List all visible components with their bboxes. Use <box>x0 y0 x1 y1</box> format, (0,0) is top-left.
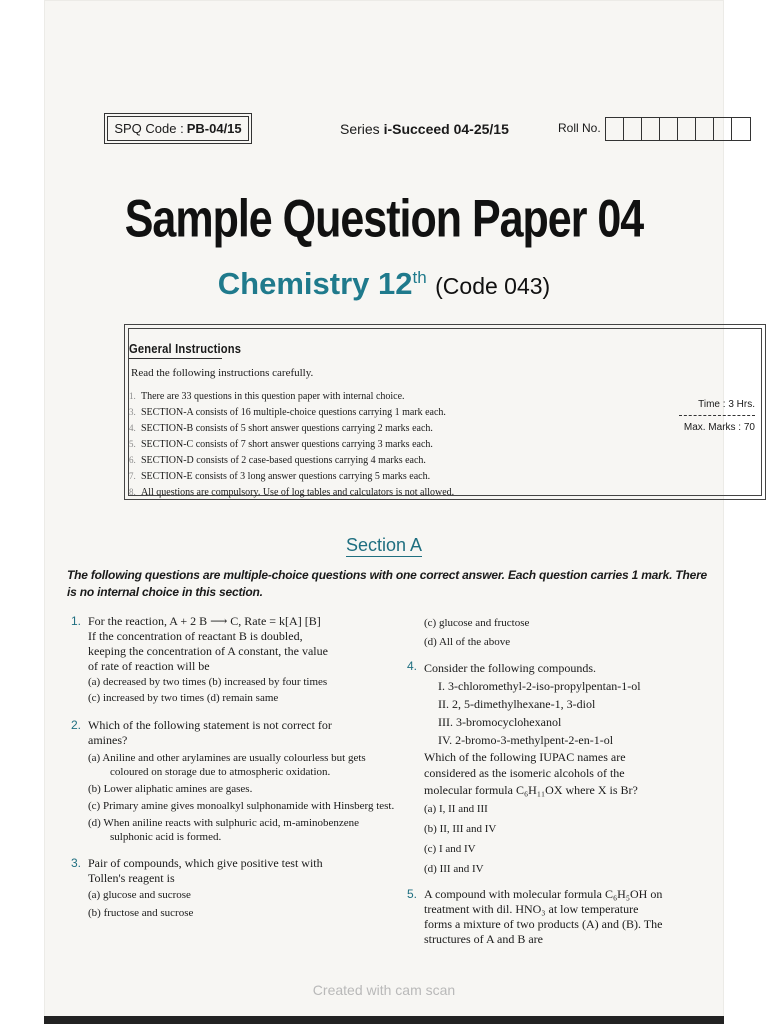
instruction-item: 3. SECTION-A consists of 16 multiple-choice questions carrying 1 mark each. <box>129 407 446 418</box>
instruction-item: 4. SECTION-B consists of 5 short answer questions carrying 2 marks each. <box>129 423 433 434</box>
option-c: (c) glucose and fructose <box>424 617 530 629</box>
series-line <box>340 121 509 137</box>
option-a: (a) I, II and III <box>424 803 488 815</box>
question-text: of rate of reaction will be <box>88 659 210 673</box>
question-text: Which of the following statement is not correct for <box>88 718 332 732</box>
option-c: (c) I and IV <box>424 843 476 855</box>
question-number: 2. <box>71 718 82 732</box>
spq-code-box <box>104 113 252 144</box>
compound-item: I. 3-chloromethyl-2-iso-propylpentan-1-ol <box>438 679 641 693</box>
compound-item: III. 3-bromocyclohexanol <box>438 715 562 729</box>
roll-box <box>714 118 732 140</box>
roll-box <box>660 118 678 140</box>
series-label: Series <box>340 121 380 137</box>
question-4 <box>404 659 724 879</box>
question-text: Tollen's reagent is <box>88 871 175 885</box>
subject-name: Chemistry 12 <box>217 266 413 301</box>
question-text: treatment with dil. HNO₃ at low temperature <box>424 902 639 916</box>
compound-item: IV. 2-bromo-3-methylpent-2-en-1-ol <box>438 733 614 747</box>
bottom-edge-shadow <box>44 1016 724 1024</box>
heading-underline <box>129 358 222 359</box>
option-d: (d) III and IV <box>424 863 484 875</box>
question-number: 4. <box>407 659 418 673</box>
question-text: forms a mixture of two products (A) and (B). The <box>424 917 663 931</box>
question-number: 3. <box>71 856 82 870</box>
option-b: (b) II, III and IV <box>424 823 497 835</box>
instruction-item: 7. SECTION-E consists of 3 long answer questions carrying 5 marks each. <box>129 471 431 482</box>
question-text: If the concentration of reactant B is doubled, <box>88 629 303 643</box>
question-text: molecular formula C₆H₁₁OX where X is Br? <box>424 783 638 797</box>
time-marks-divider <box>679 415 755 416</box>
option-c: (c) Primary amine gives monoalkyl sulphonamide with Hinsberg test. <box>88 800 395 812</box>
instructions-list <box>129 388 454 500</box>
question-number: 5. <box>407 887 418 901</box>
question-text: considered as the isomeric alcohols of the <box>424 766 625 780</box>
spq-label: SPQ Code : <box>114 121 184 136</box>
right-column <box>404 614 724 947</box>
option-a: (a) glucose and sucrose <box>88 889 191 901</box>
instruction-item: 5. SECTION-C consists of 7 short answer questions carrying 3 marks each. <box>129 439 433 450</box>
page-sheet <box>44 0 755 1024</box>
max-marks: Max. Marks : 70 <box>683 422 755 433</box>
option-b: (b) fructose and sucrose <box>88 907 194 919</box>
option-d: (d) All of the above <box>424 636 511 648</box>
paper-title: Sample Question Paper 04 <box>124 190 644 249</box>
left-column <box>68 614 398 922</box>
roll-box <box>732 118 750 140</box>
question-text: amines? <box>88 733 128 747</box>
question-text: Pair of compounds, which give positive test with <box>88 856 323 870</box>
option-a: (a) Aniline and other arylamines are usually colourless but gets coloured on storage due to atmospheric oxidation. <box>88 752 366 778</box>
instructions-heading: General Instructions <box>129 341 242 356</box>
option-d: (d) When aniline reacts with sulphuric acid, m-aminobenzene sulphonic acid is formed. <box>88 817 360 843</box>
scanner-watermark: Created with cam scan <box>312 982 456 998</box>
section-heading: Section A <box>345 535 423 555</box>
question-number: 1. <box>71 614 82 628</box>
question-3-continued <box>404 614 724 652</box>
series-name: i-Succeed 04-25/15 <box>383 121 509 137</box>
subject-sup: th <box>412 268 427 287</box>
question-text: structures of A and B are <box>424 932 543 946</box>
options-row: (c) increased by two times (d) remain same <box>88 692 279 704</box>
roll-box <box>624 118 642 140</box>
time-allowed: Time : 3 Hrs. <box>698 399 755 410</box>
question-text: For the reaction, A + 2 B ⟶ C, Rate = k[A] [B] <box>88 614 321 628</box>
question-text: A compound with molecular formula C₆H₅OH on <box>424 887 663 901</box>
instruction-item: 1. There are 33 questions in this question paper with internal choice. <box>129 391 405 402</box>
option-b: (b) Lower aliphatic amines are gases. <box>88 783 253 795</box>
question-2 <box>68 718 398 844</box>
roll-number-label: Roll No. <box>558 121 601 135</box>
roll-box <box>606 118 624 140</box>
spq-code: PB-04/15 <box>186 121 242 136</box>
instructions-read-line: Read the following instructions carefully. <box>131 367 314 379</box>
options-row: (a) decreased by two times (b) increased by four times <box>88 676 328 688</box>
question-1 <box>68 614 398 706</box>
roll-box <box>696 118 714 140</box>
roll-box <box>642 118 660 140</box>
bleed-through-text <box>604 58 754 72</box>
paper-subtitle <box>44 266 724 302</box>
question-3 <box>68 856 398 922</box>
section-intro: The following questions are multiple-choice questions with one correct answer. Each question carries 1 mark. There is no internal choice in this section. <box>67 568 708 599</box>
question-text: Which of the following IUPAC names are <box>424 750 626 764</box>
general-instructions-box <box>124 324 766 500</box>
question-5 <box>404 887 724 947</box>
roll-box <box>678 118 696 140</box>
instruction-item: 6. SECTION-D consists of 2 case-based questions carrying 4 marks each. <box>129 455 426 466</box>
question-text: Consider the following compounds. <box>424 661 596 675</box>
compound-item: II. 2, 5-dimethylhexane-1, 3-diol <box>438 697 596 711</box>
question-text: keeping the concentration of A constant, the value <box>88 644 328 658</box>
instruction-item: 8. All questions are compulsory. Use of log tables and calculators is not allowed. <box>129 487 455 498</box>
subject-code: (Code 043) <box>435 273 551 299</box>
roll-number-boxes <box>605 117 751 141</box>
